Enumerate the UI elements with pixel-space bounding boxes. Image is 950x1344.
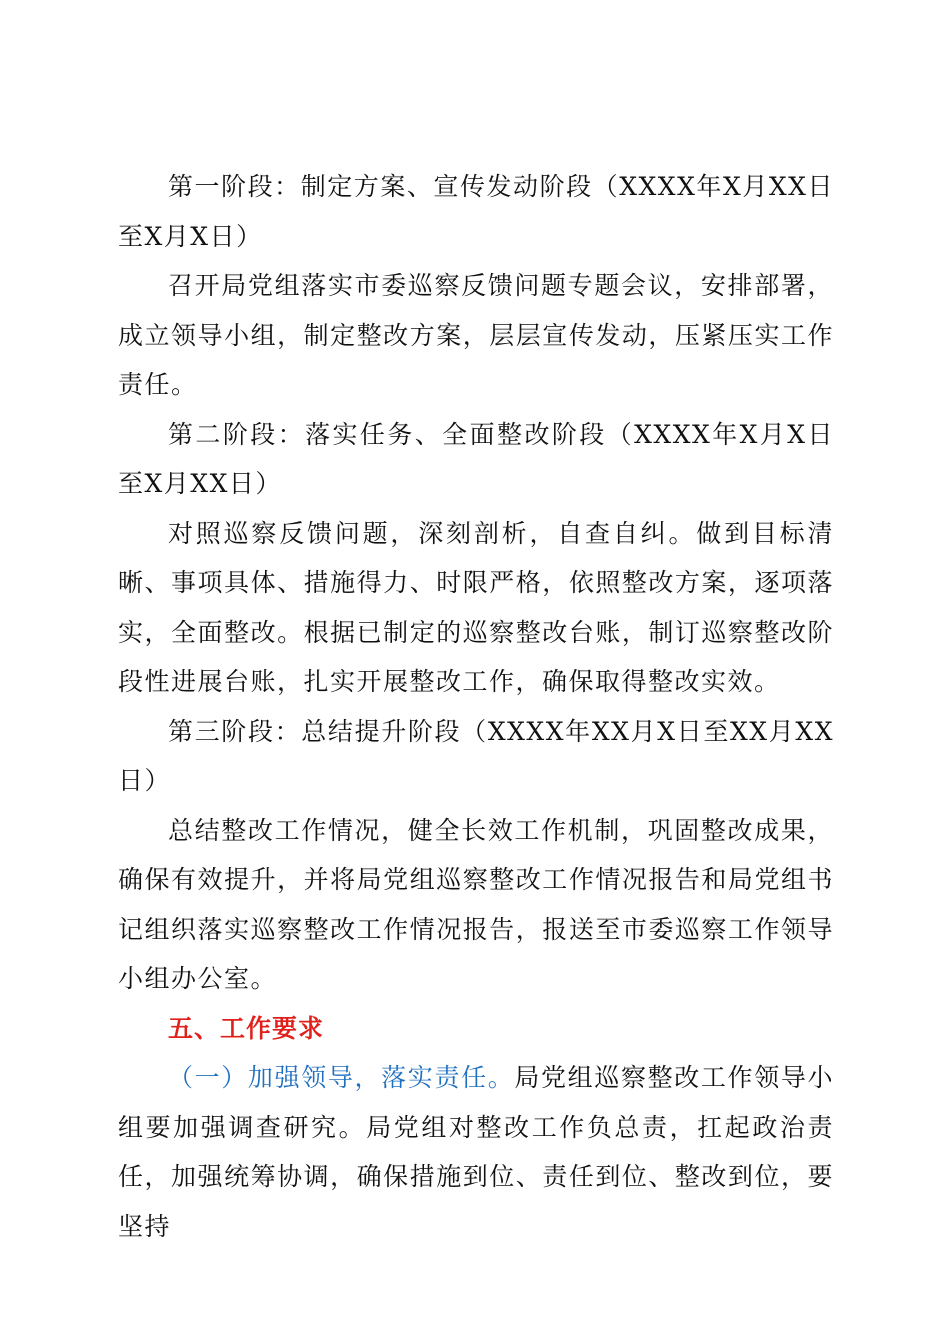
- stage-two-title: 第二阶段：落实任务、全面整改阶段（XXXX年X月X日至X月XX日）: [118, 419, 834, 498]
- requirement-item-1: [118, 1053, 834, 1251]
- stage-one-body: 召开局党组落实市委巡察反馈问题专题会议，安排部署，成立领导小组，制定整改方案，层层宣传发动，压紧压实工作责任。: [118, 271, 834, 399]
- requirement-item-1-body: 局党组巡察整改工作领导小组要加强调查研究。局党组对整改工作负总责，扛起政治责任，加强统筹协调，确保措施到位、责任到位、整改到位，要坚持: [118, 1063, 834, 1241]
- requirement-item-1-lead: （一）加强领导，落实责任。: [168, 1063, 515, 1092]
- document-body: [118, 162, 834, 1251]
- stage-one-title: 第一阶段：制定方案、宣传发动阶段（XXXX年X月XX日至X月X日）: [118, 172, 834, 251]
- stage-three-body: 总结整改工作情况，健全长效工作机制，巩固整改成果，确保有效提升，并将局党组巡察整改工作情况报告和局党组书记组织落实巡察整改工作情况报告，报送至市委巡察工作领导小组办公室。: [118, 815, 834, 993]
- stage-three-title: 第三阶段：总结提升阶段（XXXX年XX月X日至XX月XX日）: [118, 716, 834, 795]
- stage-two-body: 对照巡察反馈问题，深刻剖析，自查自纠。做到目标清晰、事项具体、措施得力、时限严格，依照整改方案，逐项落实，全面整改。根据已制定的巡察整改台账，制订巡察整改阶段性进展台账，扎实开展整改工作，确保取得整改实效。: [118, 518, 834, 696]
- section-heading: 五、工作要求: [168, 1013, 325, 1043]
